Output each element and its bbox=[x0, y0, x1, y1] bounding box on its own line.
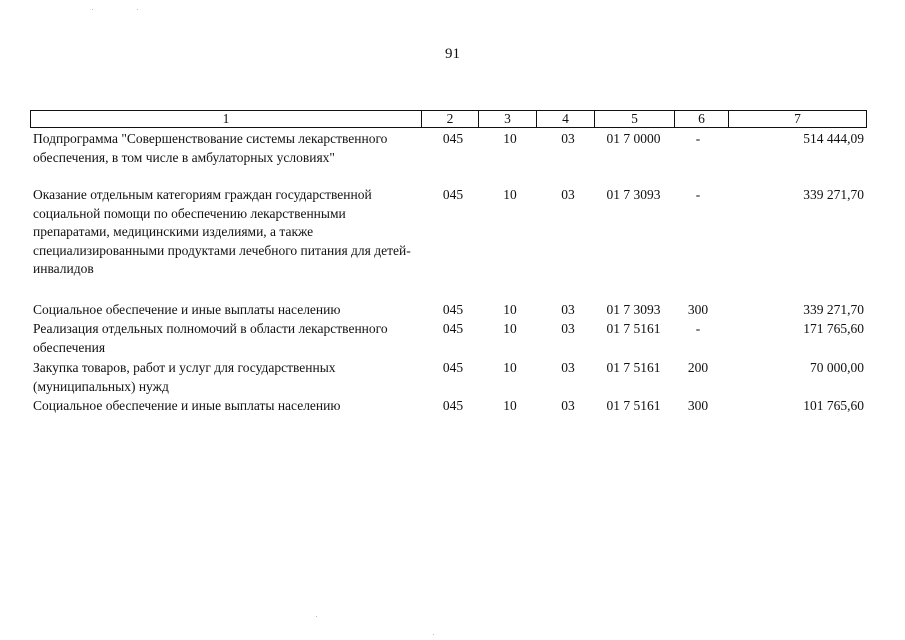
row-col-3: 10 bbox=[503, 321, 517, 336]
scan-speck bbox=[316, 616, 317, 617]
row-col-2: 045 bbox=[442, 398, 464, 413]
row-col-7: 339 271,70 bbox=[803, 187, 864, 202]
row-col-7: 514 444,09 bbox=[803, 131, 864, 146]
row-col-7: 171 765,60 bbox=[803, 321, 864, 336]
row-col-2: 045 bbox=[442, 302, 464, 317]
row-col-2: 045 bbox=[442, 360, 464, 375]
row-col-4: 03 bbox=[561, 302, 575, 317]
row-col-2: 045 bbox=[442, 187, 464, 202]
row-col-5: 01 7 3093 bbox=[606, 187, 661, 202]
row-col-3: 10 bbox=[503, 131, 517, 146]
row-col-4: 03 bbox=[561, 131, 575, 146]
row-name: Реализация отдельных полномочий в области лекарственного обеспечения bbox=[33, 321, 388, 355]
row-col-3: 10 bbox=[503, 360, 517, 375]
row-col-5: 01 7 5161 bbox=[606, 321, 661, 336]
row-name: Социальное обеспечение и иные выплаты населению bbox=[33, 302, 341, 317]
row-col-6: 300 bbox=[687, 302, 709, 317]
row-col-4: 03 bbox=[561, 321, 575, 336]
row-col-3: 10 bbox=[503, 187, 517, 202]
row-col-5: 01 7 3093 bbox=[606, 302, 661, 317]
scan-speck bbox=[92, 9, 93, 10]
row-col-5: 01 7 0000 bbox=[606, 131, 661, 146]
column-number-header bbox=[30, 110, 867, 128]
row-name: Социальное обеспечение и иные выплаты населению bbox=[33, 398, 341, 413]
header-cell-7: 7 bbox=[729, 111, 867, 128]
row-col-6: - bbox=[695, 131, 701, 146]
row-col-2: 045 bbox=[442, 321, 464, 336]
row-col-4: 03 bbox=[561, 398, 575, 413]
row-name: Оказание отдельным категориям граждан государственной социальной помощи по обеспечению лекарственными препаратами, медицинскими изделиями, а также специализированными продуктами лечебного питания для детей-инвалидов bbox=[33, 187, 411, 276]
row-name: Подпрограмма "Совершенствование системы лекарственного обеспечения, в том числе в амбулаторных условиях" bbox=[33, 131, 388, 165]
row-col-6: 300 bbox=[687, 398, 709, 413]
header-cell-1: 1 bbox=[31, 111, 422, 128]
row-col-4: 03 bbox=[561, 187, 575, 202]
page-number: 91 bbox=[445, 46, 460, 62]
row-col-6: - bbox=[695, 321, 701, 336]
row-col-3: 10 bbox=[503, 302, 517, 317]
header-cell-4: 4 bbox=[537, 111, 595, 128]
header-cell-6: 6 bbox=[675, 111, 729, 128]
row-col-6: 200 bbox=[687, 360, 709, 375]
scan-speck bbox=[137, 9, 138, 10]
header-cell-5: 5 bbox=[595, 111, 675, 128]
row-col-3: 10 bbox=[503, 398, 517, 413]
header-cell-3: 3 bbox=[479, 111, 537, 128]
row-col-4: 03 bbox=[561, 360, 575, 375]
row-col-5: 01 7 5161 bbox=[606, 398, 661, 413]
row-name: Закупка товаров, работ и услуг для государственных (муниципальных) нужд bbox=[33, 360, 336, 394]
row-col-2: 045 bbox=[442, 131, 464, 146]
header-row bbox=[31, 111, 867, 128]
scan-speck bbox=[433, 634, 434, 635]
row-col-6: - bbox=[695, 187, 701, 202]
header-cell-2: 2 bbox=[422, 111, 479, 128]
row-col-5: 01 7 5161 bbox=[606, 360, 661, 375]
row-col-7: 339 271,70 bbox=[803, 302, 864, 317]
row-col-7: 101 765,60 bbox=[803, 398, 864, 413]
row-col-7: 70 000,00 bbox=[810, 360, 864, 375]
